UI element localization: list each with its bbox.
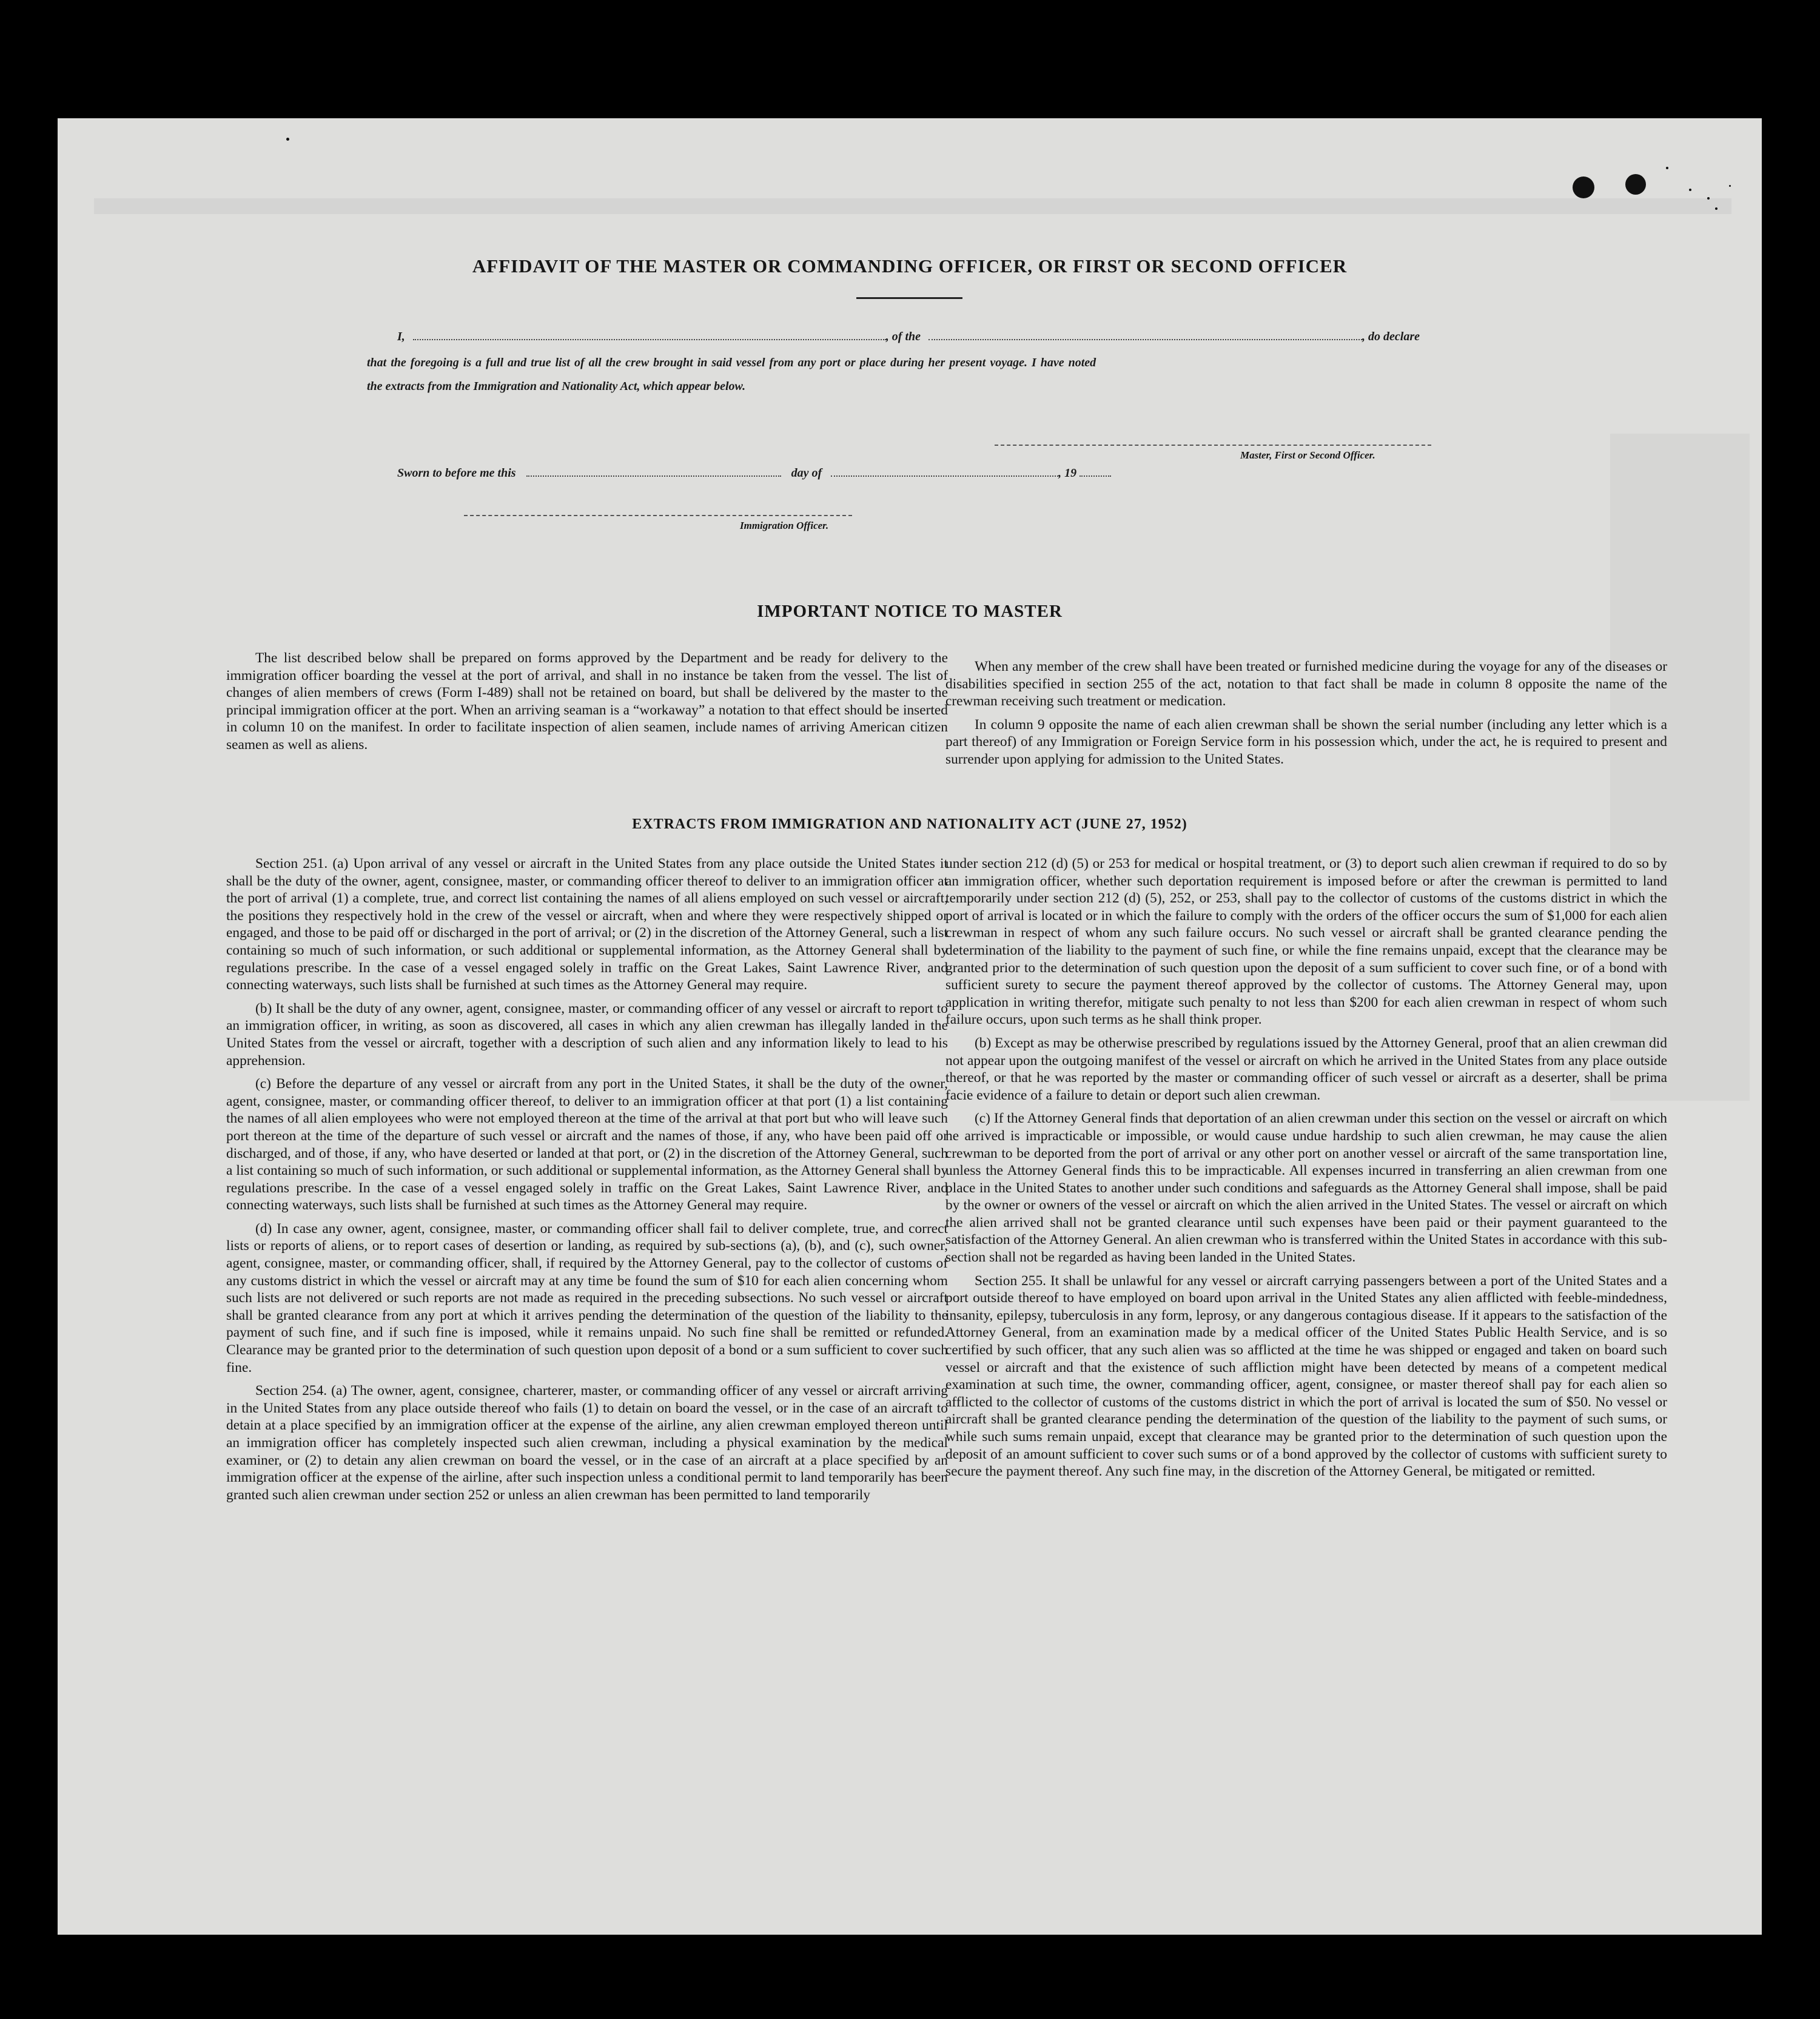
notice-right-column bbox=[945, 658, 1667, 774]
punch-hole bbox=[1625, 174, 1646, 195]
document-page bbox=[58, 118, 1762, 1935]
officer-signature-line[interactable] bbox=[464, 515, 852, 516]
officer-signature-label: Immigration Officer. bbox=[740, 520, 829, 531]
dust-speck bbox=[1666, 167, 1668, 169]
section-251-c: (c) Before the departure of any vessel or aircraft from any port in the United States, it shall be the duty of the owner, agent, consignee, master, or commanding officer thereof, to deliver to an immigration officer at that port (1) a list containing the names of all alien employees who were not employed thereon at the time of the arrival at that port but who will leave such port thereon at the time of the departure of such vessel or aircraft and the names of those, if any, who have been paid off or discharged, and of those, if any, who have deserted or landed at that port, or (2) in the discretion of the Attorney General, such a list containing so much of such information, or such additional or supplemental information, as the Attorney General shall by regulations prescribe. In the case of a vessel engaged solely in traffic on the Great Lakes, Saint Lawrence River, and connecting waterways, such lists shall be furnished at such times as the Attorney General may require. bbox=[226, 1076, 948, 1214]
declaration-line-2: that the foregoing is a full and true list of all the crew brought in said vessel from any port or place during her present voyage. I have noted bbox=[367, 356, 1096, 369]
master-signature-label: Master, First or Second Officer. bbox=[1240, 449, 1375, 461]
affidavit-title: AFFIDAVIT OF THE MASTER OR COMMANDING OFFICER, OR FIRST OR SECOND OFFICER bbox=[472, 255, 1348, 277]
sworn-before-text: Sworn to before me this bbox=[397, 466, 516, 480]
dust-speck bbox=[1729, 185, 1731, 187]
extracts-left-column bbox=[226, 855, 948, 1510]
dust-speck bbox=[1715, 207, 1718, 210]
title-rule bbox=[856, 297, 962, 299]
section-254-c: (c) If the Attorney General finds that deportation of an alien crewman under this section on the vessel or aircraft on which he arrived is impracticable or impossible, or would cause undue hardship to such alien crewman, he may cause the alien crewman to be deported from the port of arrival or any other port on another vessel or aircraft of the same transportation line, unless the Attorney General finds this to be impracticable. All expenses incurred in transferring an alien crewman from one place in the United States to another under such conditions and safeguards as the Attorney General shall impose, shall be paid by the owner or owners of the vessel or aircraft on which the alien arrived in the United States. The vessel or aircraft on which the alien arrived shall not be granted clearance until such expenses have been paid or their payment guaranteed to the satisfaction of the Attorney General. An alien crewman who is transferred within the United States in accordance with this sub-section shall not be regarded as having been landed in the United States. bbox=[945, 1110, 1667, 1266]
year-prefix-text: , 19 bbox=[1058, 466, 1077, 480]
declaration-line-3: the extracts from the Immigration and Nationality Act, which appear below. bbox=[367, 380, 746, 393]
notice-left-column bbox=[226, 650, 948, 760]
sworn-month-blank[interactable] bbox=[831, 466, 1058, 477]
bleed-through-band bbox=[94, 198, 1731, 214]
section-251-a: Section 251. (a) Upon arrival of any vessel or aircraft in the United States from any place outside the United States it shall be the duty of the owner, agent, consignee, master, or commanding officer thereof to deliver to an immigration officer at the port of arrival (1) a complete, true, and correct list containing the names of all aliens employed on such vessel or aircraft, the positions they respectively hold in the crew of the vessel or aircraft, when and where they were respectively shipped or engaged, and those to be paid off or discharged in the port of arrival; or (2) in the discretion of the Attorney General, such a list containing so much of such information, or such additional or supplemental information, as the Attorney General shall by regulations prescribe. In the case of a vessel engaged solely in traffic on the Great Lakes, Saint Lawrence River, and connecting waterways, such lists shall be furnished at such times as the Attorney General may require. bbox=[226, 856, 948, 993]
master-signature-line[interactable] bbox=[995, 445, 1431, 446]
declare-i-text: I, bbox=[397, 330, 405, 343]
notice-paragraph: The list described below shall be prepared on forms approved by the Department and be ready for delivery to the immigration officer boarding the vessel at the port of arrival, and shall in no instance be taken from the vessel. The list of changes of alien members of crews (Form I-489) shall not be retained on board, but shall be delivered by the master to the principal immigration officer at the port. When an arriving seaman is a “workaway” a notation to that effect should be inserted in column 10 on the manifest. In order to facilitate inspection of alien seamen, include names of arriving American citizen seamen as well as aliens. bbox=[226, 650, 948, 753]
section-254-b: (b) Except as may be otherwise prescribed by regulations issued by the Attorney General, proof that an alien crewman did not appear upon the outgoing manifest of the vessel or aircraft on which he arrived in the United States from any place outside thereof, or that he was reported by the master or commanding officer of such vessel or aircraft as a deserter, shall be prima facie evidence of a failure to detain or deport such alien crewman. bbox=[945, 1035, 1667, 1103]
section-251-b: (b) It shall be the duty of any owner, agent, consignee, master, or commanding officer of any vessel or aircraft to report to an immigration officer, in writing, as soon as discovered, all cases in which any alien crewman has illegally landed in the United States from the vessel or aircraft, together with a description of such alien and any information likely to lead to his apprehension. bbox=[226, 1000, 948, 1069]
section-254-a: Section 254. (a) The owner, agent, consignee, charterer, master, or commanding officer of any vessel or aircraft arriving in the United States from any place outside thereof who fails (1) to detain on board the vessel, or in the case of an aircraft to detain at a place specified by an immigration officer at the expense of the airline, any alien crewman employed thereon until an immigration officer has completely inspected such alien crewman, including a physical examination by the medical examiner, or (2) to detain any alien crewman on board the vessel, or in the case of an aircraft at a place specified by an immigration officer at the expense of the airline, after such inspection unless a conditional permit to land temporarily has been granted such alien crewman under section 252 or unless an alien crewman has been permitted to land temporarily bbox=[226, 1383, 948, 1503]
day-of-text: day of bbox=[791, 466, 822, 480]
notice-title: IMPORTANT NOTICE TO MASTER bbox=[757, 602, 1063, 621]
dust-speck bbox=[1689, 189, 1691, 191]
name-blank[interactable] bbox=[413, 329, 886, 340]
extracts-title: EXTRACTS FROM IMMIGRATION AND NATIONALITY ACT (JUNE 27, 1952) bbox=[632, 816, 1187, 832]
sworn-year-blank[interactable] bbox=[1080, 466, 1111, 477]
section-254-a-continued: under section 212 (d) (5) or 253 for medical or hospital treatment, or (3) to deport such alien crewman if required to do so by an immigration officer, whether such deportation requirement is imposed before or after the crewman is permitted to land temporarily under section 212 (d) (5), 252, or 253, shall pay to the collector of customs of the customs district in which the port of arrival is located or in which the failure to comply with the orders of the officer occurs the sum of $1,000 for each alien crewman in respect of whom any such failure occurs. No such vessel or aircraft shall be granted clearance pending the determination of the liability to the payment of such fine, or while the fine remains unpaid, except that the clearance may be granted prior to the determination of such question upon the deposit of a sum sufficient to cover such fine, or of a bond with sufficient surety to secure the payment thereof approved by the collector of customs. The Attorney General may, upon application in writing therefor, mitigate such penalty to not less than $200 for each alien crewman in respect of whom such failure occurs, upon such terms as he shall think proper. bbox=[945, 856, 1667, 1028]
dust-speck bbox=[1707, 197, 1710, 200]
section-251-d: (d) In case any owner, agent, consignee, master, or commanding officer shall fail to deliver complete, true, and correct lists or reports of aliens, or to report cases of desertion or landing, as required by sub-sections (a), (b), and (c), such owner, agent, consignee, master, or commanding officer, shall, if required by the Attorney General, pay to the collector of customs of any customs district in which the vessel or aircraft may at any time be found the sum of $10 for each alien concerning whom such lists are not delivered or such reports are not made as required in the preceding subsections. No such vessel or aircraft shall be granted clearance from any port at which it arrives pending the determination of the question of the liability to the payment of such fine, and if such fine is imposed, while it remains unpaid. No such fine shall be remitted or refunded. Clearance may be granted prior to the determination of such question upon deposit of a bond or a sum sufficient to cover such fine. bbox=[226, 1220, 948, 1376]
sworn-day-blank[interactable] bbox=[526, 466, 781, 477]
sworn-line bbox=[397, 466, 1111, 480]
declare-end-text: , do declare bbox=[1362, 330, 1420, 343]
declaration-line bbox=[397, 329, 1420, 344]
notice-paragraph: When any member of the crew shall have been treated or furnished medicine during the voyage for any of the diseases or disabilities specified in section 255 of the act, notation to that fact shall be made in column 8 opposite the name of the crewman receiving such treatment or medication. bbox=[945, 659, 1667, 710]
extracts-right-column bbox=[945, 855, 1667, 1487]
declare-of-the-text: , of the bbox=[885, 330, 921, 343]
dust-speck bbox=[286, 138, 289, 141]
notice-paragraph: In column 9 opposite the name of each alien crewman shall be shown the serial number (including any letter which is a part thereof) of any Immigration or Foreign Service form in his possession which, under the act, he is required to present and surrender upon applying for admission to the United States. bbox=[945, 716, 1667, 767]
section-255: Section 255. It shall be unlawful for any vessel or aircraft carrying passengers between a port of the United States and a port outside thereof to have employed on board upon arrival in the United States any alien afflicted with feeble-mindedness, insanity, epilepsy, tuberculosis in any form, leprosy, or any dangerous contagious disease. If it appears to the satisfaction of the Attorney General, from an examination made by a medical officer of the United States Public Health Service, and is so certified by such officer, that any such alien was so afflicted at the time he was shipped or engaged and taken on board such vessel or aircraft and that the existence of such affliction might have been detected by means of a competent medical examination at such time, the owner, commanding officer, agent, consignee, or master thereof shall pay for each alien so afflicted to the collector of customs of the customs district in which the port of arrival is located the sum of $50. No vessel or aircraft shall be granted clearance pending the determination of the question of the liability to the payment of such sums, or while such sums remain unpaid, except that clearance may be granted prior to the determination of such question upon the deposit of an amount sufficient to cover such sums or of a bond approved by the collector of customs with sufficient surety to secure the payment thereof. Any such fine may, in the discretion of the Attorney General, be mitigated or remitted. bbox=[945, 1272, 1667, 1480]
vessel-blank[interactable] bbox=[928, 329, 1362, 340]
punch-hole bbox=[1573, 176, 1594, 198]
